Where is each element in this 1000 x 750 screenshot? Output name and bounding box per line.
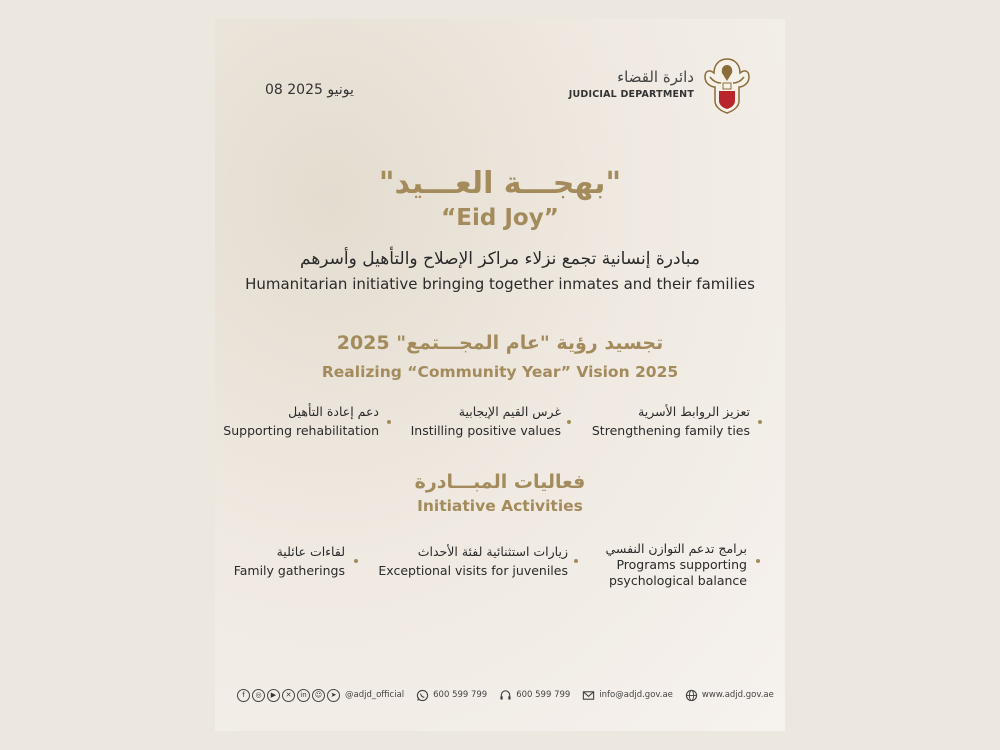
headset-icon: [499, 689, 512, 702]
activity-item-english: Exceptional visits for juveniles: [378, 563, 568, 578]
poster: [215, 19, 785, 731]
globe-icon: [685, 689, 698, 702]
activity-item-english-line2: psychological balance: [608, 573, 747, 588]
footer: [237, 685, 777, 705]
activities-heading-english: Initiative Activities: [417, 497, 583, 515]
website-url: www.adjd.gov.ae: [701, 690, 774, 700]
vision-item-english: Instilling positive values: [410, 423, 561, 438]
bullet-icon: [387, 420, 391, 424]
judicial-department-logo: [568, 53, 757, 133]
youtube-icon[interactable]: ▶: [267, 689, 280, 702]
logo-text-arabic: دائرة القضاء: [617, 68, 694, 86]
telegram-icon[interactable]: ➤: [327, 689, 340, 702]
vision-item: [411, 404, 561, 438]
vision-item-english: Supporting rehabilitation: [223, 423, 379, 438]
activity-item-english-line1: Programs supporting: [616, 557, 747, 572]
activity-item: [378, 544, 568, 578]
whatsapp-contact[interactable]: [416, 689, 487, 702]
activity-item-english: Family gatherings: [233, 563, 345, 578]
snapchat-icon[interactable]: ☺: [312, 689, 325, 702]
date: 08 يونيو 2025: [265, 82, 354, 98]
bullet-icon: [756, 559, 760, 563]
mail-icon: [582, 689, 595, 702]
vision-heading-english: Realizing “Community Year” Vision 2025: [321, 363, 679, 381]
facebook-icon[interactable]: f: [237, 689, 250, 702]
email-contact[interactable]: [582, 689, 673, 702]
vision-item-arabic: دعم إعادة التأهيل: [288, 404, 379, 419]
instagram-icon[interactable]: ◎: [252, 689, 265, 702]
vision-item-arabic: تعزيز الروابط الأسرية: [638, 404, 750, 419]
email-address: info@adjd.gov.ae: [599, 690, 673, 700]
bullet-icon: [354, 559, 358, 563]
social-handle[interactable]: @adjd_official: [345, 690, 405, 700]
activity-item: [606, 541, 748, 588]
activity-item: [234, 544, 345, 578]
activity-item-arabic: لقاءات عائلية: [276, 544, 345, 559]
phone-number: 600 599 799: [516, 690, 571, 700]
title-english: “Eid Joy”: [441, 205, 559, 231]
logo-text-english: JUDICIAL DEPARTMENT: [568, 89, 694, 100]
website-link[interactable]: [685, 689, 774, 702]
subtitle-english: Humanitarian initiative bringing together inmates and their families: [245, 275, 755, 293]
whatsapp-number: 600 599 799: [433, 690, 488, 700]
activities-heading-arabic: فعاليات المبـــادرة: [414, 471, 586, 493]
bullet-icon: [567, 420, 571, 424]
vision-item-english: Strengthening family ties: [591, 423, 750, 438]
vision-heading-arabic: تجسيد رؤية "عام المجـــتمع" 2025: [336, 332, 664, 354]
x-icon[interactable]: ✕: [282, 689, 295, 702]
falcon-emblem-icon: [701, 55, 753, 115]
vision-item-arabic: غرس القيم الإيجابية: [458, 404, 561, 419]
bullet-icon: [758, 420, 762, 424]
vision-item: [592, 404, 750, 438]
whatsapp-icon: [416, 689, 429, 702]
activity-item-arabic: زيارات استثنائية لفئة الأحداث: [417, 544, 568, 559]
subtitle-arabic: مبادرة إنسانية تجمع نزلاء مراكز الإصلاح والتأهيل وأسرهم: [300, 249, 700, 269]
bullet-icon: [574, 559, 578, 563]
title-arabic: "بهجـــة العـــيد": [378, 166, 622, 201]
activity-item-arabic: برامج تدعم التوازن النفسي: [605, 541, 747, 556]
phone-contact[interactable]: [499, 689, 570, 702]
vision-item: [223, 404, 379, 438]
linkedin-icon[interactable]: in: [297, 689, 310, 702]
